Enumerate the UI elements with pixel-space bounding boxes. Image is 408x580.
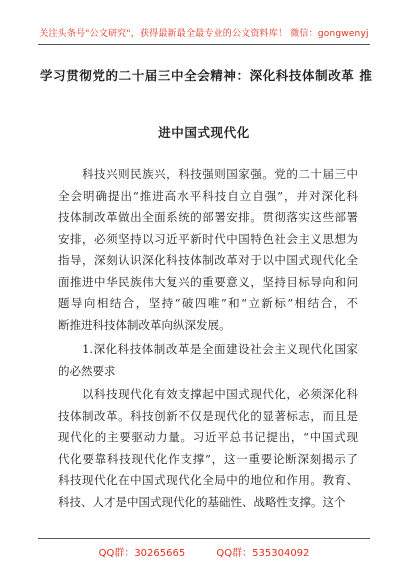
text-line: 1.深化科技体制改革是全面建设社会主义现代化国家: [58, 342, 358, 356]
footer: [0, 544, 408, 559]
text-line: 题导向相结合，坚持“破四唯”和“立新标”相结合，不: [58, 296, 358, 310]
text-line: 技体制改革做出全面系统的部署安排。贯彻落实这些部署: [58, 210, 358, 224]
footer-divider: [38, 538, 370, 539]
text-line: 技体制改革。科技创新不仅是现代化的显著标志，而且是: [58, 408, 358, 423]
text-line: 断推进科技体制改革向纵深发展。: [58, 317, 231, 332]
header-divider: [38, 44, 370, 45]
footer-qq-group-1: QQ群：30265665: [98, 548, 186, 559]
text-line: 科技现代化在中国式现代化全局中的地位和作用。教育、: [58, 473, 358, 487]
text-line: 科技兴则民族兴，科技强则国家强。党的二十届三中: [58, 167, 358, 181]
text-line: 以科技现代化有效支撑起中国式现代化，必须深化科: [58, 387, 358, 401]
title-line-2: 进中国式现代化: [158, 125, 250, 140]
text-line: 全会明确提出“推进高水平科技自立自强”，并对深化科: [58, 188, 358, 203]
paragraph-intro: [58, 164, 358, 336]
title-line-1: 学习贯彻党的二十届三中全会精神：深化科技体制改革 推: [40, 68, 373, 83]
text-line: 面推进中华民族伟大复兴的重要意义，坚持目标导向和问: [58, 274, 358, 289]
paragraph-section-1: [58, 384, 358, 513]
text-line: 指导，深刻认识深化科技体制改革对于以中国式现代化全: [58, 253, 358, 267]
text-line: 安排，必须坚持以习近平新时代中国特色社会主义思想为: [58, 231, 358, 246]
section-heading-1: [58, 339, 358, 382]
text-line: 代化要靠科技现代化作支撑”，这一重要论断深刻揭示了: [58, 451, 358, 466]
text-line: 的必然要求: [58, 363, 116, 378]
footer-qq-group-2: QQ群：535304092: [216, 548, 310, 559]
header-banner: 关注头条号"公文研究"，获得最新最全最专业的公文资料库！ 微信：gongwenyj: [39, 29, 369, 39]
text-line: 科技、人才是中国式现代化的基础性、战略性支撑。这个: [58, 494, 346, 509]
text-line: 现代化的主要驱动力量。习近平总书记提出，“中国式现: [58, 430, 358, 444]
